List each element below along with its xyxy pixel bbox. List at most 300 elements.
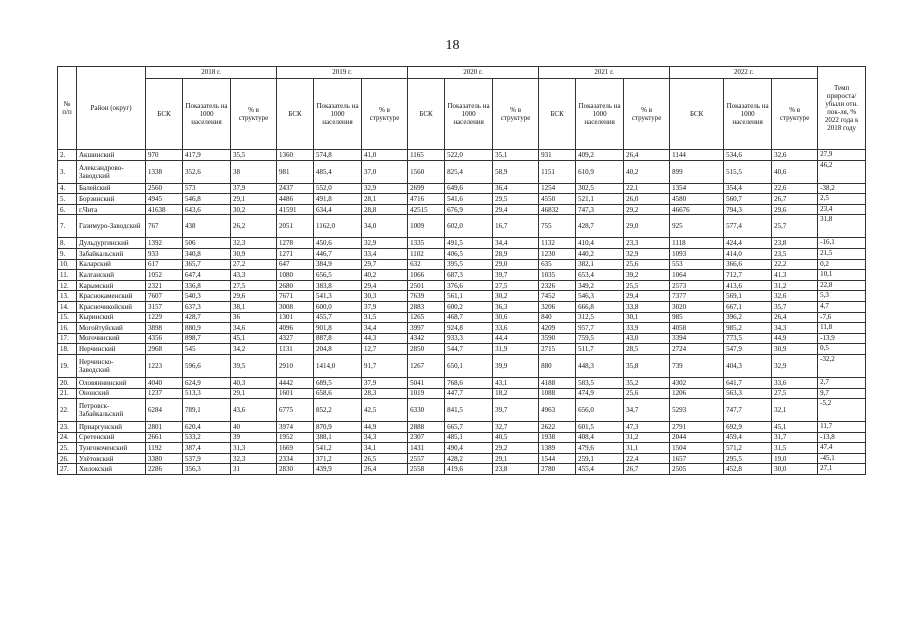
value-cell: 491,5 <box>445 238 493 249</box>
value-cell: 1102 <box>408 248 445 259</box>
value-cell: 1544 <box>539 453 576 464</box>
value-cell: 768,6 <box>445 377 493 388</box>
value-cell: 26,4 <box>772 312 818 323</box>
value-cell: 4342 <box>408 333 445 344</box>
value-cell: 2573 <box>670 280 724 291</box>
value-cell: 596,6 <box>183 354 231 377</box>
value-cell: 34,1 <box>362 443 408 454</box>
row-index: 8. <box>58 238 77 249</box>
value-cell: 340,8 <box>183 248 231 259</box>
value-cell: 26,7 <box>772 194 818 205</box>
value-cell: 2910 <box>277 354 314 377</box>
district-name: Балейский <box>77 183 146 194</box>
value-cell: 1504 <box>670 443 724 454</box>
district-name: Каларский <box>77 259 146 270</box>
value-cell: 295,5 <box>724 453 772 464</box>
table-row <box>58 453 866 464</box>
row-index: 26. <box>58 453 77 464</box>
value-cell: 2501 <box>408 280 445 291</box>
value-cell: 34,7 <box>624 399 670 422</box>
row-index: 5. <box>58 194 77 205</box>
value-cell: 356,3 <box>183 464 231 475</box>
value-cell: 406,5 <box>445 248 493 259</box>
value-cell: 371,2 <box>314 453 362 464</box>
value-cell: 1118 <box>670 238 724 249</box>
value-cell: 29,7 <box>362 259 408 270</box>
page-number: 18 <box>445 38 460 53</box>
value-cell: 23,3 <box>624 238 670 249</box>
value-cell: 2051 <box>277 215 314 238</box>
row-index: 16. <box>58 323 77 334</box>
value-cell: 667,1 <box>724 301 772 312</box>
value-cell: 3206 <box>539 301 576 312</box>
value-cell: 1360 <box>277 150 314 161</box>
district-name: Калганский <box>77 270 146 281</box>
value-cell: 395,5 <box>445 259 493 270</box>
value-cell: 933 <box>146 248 183 259</box>
growth-cell: 4,7 <box>818 301 866 312</box>
growth-cell: 11,7 <box>818 422 866 433</box>
header-year: 2021 г. <box>539 67 670 79</box>
value-cell: 635 <box>539 259 576 270</box>
value-cell: 1009 <box>408 215 445 238</box>
value-cell: 485,1 <box>445 432 493 443</box>
value-cell: 41,3 <box>772 270 818 281</box>
value-cell: 44,3 <box>362 333 408 344</box>
growth-cell: 23,4 <box>818 204 866 215</box>
value-cell: 840 <box>539 312 576 323</box>
value-cell: 1267 <box>408 354 445 377</box>
value-cell: 30,3 <box>362 291 408 302</box>
value-cell: 490,4 <box>445 443 493 454</box>
value-cell: 546,3 <box>576 291 624 302</box>
value-cell: 970 <box>146 150 183 161</box>
value-cell: 601,5 <box>576 422 624 433</box>
value-cell: 22,1 <box>624 183 670 194</box>
table-row <box>58 194 866 205</box>
value-cell: 312,5 <box>576 312 624 323</box>
value-cell: 1132 <box>539 238 576 249</box>
growth-cell: -13,9 <box>818 333 866 344</box>
value-cell: 424,4 <box>724 238 772 249</box>
value-cell: 40 <box>231 422 277 433</box>
value-cell: 1052 <box>146 270 183 281</box>
value-cell: 540,3 <box>183 291 231 302</box>
row-index: 2. <box>58 150 77 161</box>
district-name: Борзинский <box>77 194 146 205</box>
table-row <box>58 333 866 344</box>
value-cell: 382,1 <box>576 259 624 270</box>
table-row <box>58 443 866 454</box>
value-cell: 4327 <box>277 333 314 344</box>
value-cell: 534,6 <box>724 150 772 161</box>
header-bsk: БСК <box>146 79 183 150</box>
value-cell: 455,7 <box>314 312 362 323</box>
row-index: 13. <box>58 291 77 302</box>
value-cell: 47,3 <box>624 422 670 433</box>
value-cell: 387,4 <box>183 443 231 454</box>
value-cell: 4442 <box>277 377 314 388</box>
table-row <box>58 238 866 249</box>
value-cell: 29,1 <box>231 388 277 399</box>
value-cell: 2044 <box>670 432 724 443</box>
value-cell: 450,6 <box>314 238 362 249</box>
value-cell: 409,2 <box>576 150 624 161</box>
value-cell: 26,4 <box>362 464 408 475</box>
value-cell: 32,7 <box>493 422 539 433</box>
growth-cell: 31,8 <box>818 215 866 238</box>
growth-cell: 2,7 <box>818 377 866 388</box>
value-cell: 649,6 <box>445 183 493 194</box>
value-cell: 30,2 <box>493 291 539 302</box>
table-row <box>58 215 866 238</box>
value-cell: 29,4 <box>362 280 408 291</box>
value-cell: 34,3 <box>362 432 408 443</box>
header-bsk: БСК <box>277 79 314 150</box>
value-cell: 546,8 <box>183 194 231 205</box>
row-index: 7. <box>58 215 77 238</box>
value-cell: 6775 <box>277 399 314 422</box>
table-row <box>58 259 866 270</box>
value-cell: 767 <box>146 215 183 238</box>
value-cell: 39 <box>231 432 277 443</box>
header-year: 2018 г. <box>146 67 277 79</box>
value-cell: 366,6 <box>724 259 772 270</box>
value-cell: 692,9 <box>724 422 772 433</box>
row-index: 24. <box>58 432 77 443</box>
value-cell: 1254 <box>539 183 576 194</box>
table-row <box>58 183 866 194</box>
value-cell: 37,9 <box>231 183 277 194</box>
district-name: Краснокаменский <box>77 291 146 302</box>
value-cell: 7671 <box>277 291 314 302</box>
value-cell: 388,1 <box>314 432 362 443</box>
value-cell: 533,2 <box>183 432 231 443</box>
value-cell: 39,7 <box>493 270 539 281</box>
value-cell: 2680 <box>277 280 314 291</box>
value-cell: 755 <box>539 215 576 238</box>
value-cell: 22,2 <box>772 259 818 270</box>
value-cell: 455,4 <box>576 464 624 475</box>
row-index: 11. <box>58 270 77 281</box>
value-cell: 2557 <box>408 453 445 464</box>
value-cell: 38 <box>231 160 277 183</box>
value-cell: 30,9 <box>231 248 277 259</box>
value-cell: 2622 <box>539 422 576 433</box>
table-row <box>58 422 866 433</box>
value-cell: 474,9 <box>576 388 624 399</box>
value-cell: 1237 <box>146 388 183 399</box>
row-index: 23. <box>58 422 77 433</box>
value-cell: 32,9 <box>624 248 670 259</box>
value-cell: 33,6 <box>493 323 539 334</box>
value-cell: 33,4 <box>362 248 408 259</box>
district-name: Ононский <box>77 388 146 399</box>
value-cell: 1669 <box>277 443 314 454</box>
value-cell: 1165 <box>408 150 445 161</box>
value-cell: 3898 <box>146 323 183 334</box>
value-cell: 31,3 <box>231 443 277 454</box>
value-cell: 2307 <box>408 432 445 443</box>
header-rate: Показатель на 1000 населения <box>314 79 362 150</box>
value-cell: 3974 <box>277 422 314 433</box>
value-cell: 459,4 <box>724 432 772 443</box>
growth-cell: -45,1 <box>818 453 866 464</box>
value-cell: 632 <box>408 259 445 270</box>
row-index: 4. <box>58 183 77 194</box>
value-cell: 46676 <box>670 204 724 215</box>
value-cell: 658,6 <box>314 388 362 399</box>
value-cell: 45,1 <box>231 333 277 344</box>
growth-cell: -5,2 <box>818 399 866 422</box>
value-cell: 610,9 <box>576 160 624 183</box>
value-cell: 1338 <box>146 160 183 183</box>
table-row <box>58 204 866 215</box>
table-body <box>58 150 866 475</box>
value-cell: 1389 <box>539 443 576 454</box>
district-name: Оловяннинский <box>77 377 146 388</box>
value-cell: 676,9 <box>445 204 493 215</box>
table-row <box>58 399 866 422</box>
value-cell: 468,7 <box>445 312 493 323</box>
value-cell: 513,3 <box>183 388 231 399</box>
value-cell: 577,4 <box>724 215 772 238</box>
value-cell: 689,5 <box>314 377 362 388</box>
value-cell: 38,1 <box>231 301 277 312</box>
district-name: г.Чита <box>77 204 146 215</box>
value-cell: 25,7 <box>772 215 818 238</box>
row-index: 9. <box>58 248 77 259</box>
district-name: Могойтуйский <box>77 323 146 334</box>
value-cell: 931 <box>539 150 576 161</box>
value-cell: 31,5 <box>362 312 408 323</box>
value-cell: 643,6 <box>183 204 231 215</box>
value-cell: 901,8 <box>314 323 362 334</box>
value-cell: 600,0 <box>314 301 362 312</box>
value-cell: 419,6 <box>445 464 493 475</box>
value-cell: 656,5 <box>314 270 362 281</box>
value-cell: 4188 <box>539 377 576 388</box>
value-cell: 30,2 <box>231 204 277 215</box>
value-cell: 26,5 <box>362 453 408 464</box>
value-cell: 349,2 <box>576 280 624 291</box>
value-cell: 43,6 <box>231 399 277 422</box>
value-cell: 26,0 <box>624 194 670 205</box>
value-cell: 2286 <box>146 464 183 475</box>
value-cell: 571,2 <box>724 443 772 454</box>
value-cell: 44,9 <box>362 422 408 433</box>
district-name: Газимуро-Заводский <box>77 215 146 238</box>
value-cell: 563,3 <box>724 388 772 399</box>
value-cell: 29,1 <box>493 453 539 464</box>
value-cell: 37,9 <box>362 377 408 388</box>
value-cell: 36,4 <box>493 183 539 194</box>
value-cell: 537,9 <box>183 453 231 464</box>
header-year: 2020 г. <box>408 67 539 79</box>
value-cell: 656,0 <box>576 399 624 422</box>
value-cell: 44,4 <box>493 333 539 344</box>
value-cell: 32,6 <box>772 150 818 161</box>
value-cell: 32,9 <box>362 238 408 249</box>
value-cell: 1088 <box>539 388 576 399</box>
value-cell: 7377 <box>670 291 724 302</box>
value-cell: 747,3 <box>576 204 624 215</box>
value-cell: 3157 <box>146 301 183 312</box>
value-cell: 26,4 <box>624 150 670 161</box>
value-cell: 479,6 <box>576 443 624 454</box>
table-row <box>58 291 866 302</box>
growth-cell: -32,2 <box>818 354 866 377</box>
value-cell: 687,3 <box>445 270 493 281</box>
value-cell: 29,4 <box>493 204 539 215</box>
value-cell: 2968 <box>146 344 183 355</box>
growth-cell: 46,2 <box>818 160 866 183</box>
header-index: № п/п <box>58 67 77 150</box>
value-cell: 40,2 <box>624 160 670 183</box>
value-cell: 25,6 <box>624 388 670 399</box>
value-cell: 933,3 <box>445 333 493 344</box>
header-share: % в структуре <box>231 79 277 150</box>
value-cell: 3394 <box>670 333 724 344</box>
value-cell: 887,8 <box>314 333 362 344</box>
district-name: Забайкальский <box>77 248 146 259</box>
value-cell: 2724 <box>670 344 724 355</box>
row-index: 25. <box>58 443 77 454</box>
value-cell: 600,2 <box>445 301 493 312</box>
row-index: 6. <box>58 204 77 215</box>
value-cell: 641,7 <box>724 377 772 388</box>
value-cell: 452,8 <box>724 464 772 475</box>
header-rate: Показатель на 1000 населения <box>724 79 772 150</box>
district-name: Сретенский <box>77 432 146 443</box>
value-cell: 91,7 <box>362 354 408 377</box>
value-cell: 561,1 <box>445 291 493 302</box>
value-cell: 6284 <box>146 399 183 422</box>
value-cell: 545 <box>183 344 231 355</box>
value-cell: 2850 <box>408 344 445 355</box>
header-share: % в структуре <box>362 79 408 150</box>
value-cell: 46832 <box>539 204 576 215</box>
value-cell: 27,5 <box>772 388 818 399</box>
value-cell: 4550 <box>539 194 576 205</box>
row-index: 22. <box>58 399 77 422</box>
growth-cell: 10,1 <box>818 270 866 281</box>
value-cell: 2505 <box>670 464 724 475</box>
value-cell: 29,2 <box>624 204 670 215</box>
value-cell: 925 <box>670 215 724 238</box>
value-cell: 23,5 <box>772 248 818 259</box>
value-cell: 1431 <box>408 443 445 454</box>
growth-cell: 27,1 <box>818 464 866 475</box>
value-cell: 30,1 <box>624 312 670 323</box>
value-cell: 4580 <box>670 194 724 205</box>
value-cell: 1019 <box>408 388 445 399</box>
value-cell: 880,9 <box>183 323 231 334</box>
value-cell: 794,3 <box>724 204 772 215</box>
value-cell: 5041 <box>408 377 445 388</box>
growth-cell: 5,3 <box>818 291 866 302</box>
value-cell: 34,4 <box>362 323 408 334</box>
value-cell: 2883 <box>408 301 445 312</box>
value-cell: 34,2 <box>231 344 277 355</box>
value-cell: 26,7 <box>624 464 670 475</box>
value-cell: 384,9 <box>314 259 362 270</box>
header-bsk: БСК <box>539 79 576 150</box>
value-cell: 2780 <box>539 464 576 475</box>
value-cell: 29,1 <box>231 194 277 205</box>
value-cell: 491,8 <box>314 194 362 205</box>
growth-cell: 21,5 <box>818 248 866 259</box>
header-bsk: БСК <box>408 79 445 150</box>
header-share: % в структуре <box>493 79 539 150</box>
value-cell: 19,0 <box>772 453 818 464</box>
value-cell: 1035 <box>539 270 576 281</box>
district-name: Петровск-Забайкальский <box>77 399 146 422</box>
value-cell: 5293 <box>670 399 724 422</box>
value-cell: 2715 <box>539 344 576 355</box>
value-cell: 1064 <box>670 270 724 281</box>
value-cell: 1271 <box>277 248 314 259</box>
value-cell: 2830 <box>277 464 314 475</box>
value-cell: 1335 <box>408 238 445 249</box>
value-cell: 759,5 <box>576 333 624 344</box>
value-cell: 30,9 <box>772 344 818 355</box>
value-cell: 3008 <box>277 301 314 312</box>
row-index: 18. <box>58 344 77 355</box>
value-cell: 43,3 <box>231 270 277 281</box>
value-cell: 44,9 <box>772 333 818 344</box>
value-cell: 1657 <box>670 453 724 464</box>
value-cell: 35,7 <box>772 301 818 312</box>
row-index: 12. <box>58 280 77 291</box>
value-cell: 4058 <box>670 323 724 334</box>
value-cell: 1265 <box>408 312 445 323</box>
value-cell: 438 <box>183 215 231 238</box>
value-cell: 4963 <box>539 399 576 422</box>
value-cell: 27,5 <box>231 280 277 291</box>
value-cell: 446,7 <box>314 248 362 259</box>
value-cell: 29,4 <box>624 291 670 302</box>
header-share: % в структуре <box>772 79 818 150</box>
value-cell: 28,5 <box>624 344 670 355</box>
value-cell: 2321 <box>146 280 183 291</box>
value-cell: 665,7 <box>445 422 493 433</box>
value-cell: 747,7 <box>724 399 772 422</box>
table-row <box>58 312 866 323</box>
value-cell: 408,4 <box>576 432 624 443</box>
value-cell: 2558 <box>408 464 445 475</box>
value-cell: 29,6 <box>231 291 277 302</box>
growth-cell: -38,2 <box>818 183 866 194</box>
value-cell: 1938 <box>539 432 576 443</box>
value-cell: 773,5 <box>724 333 772 344</box>
value-cell: 336,8 <box>183 280 231 291</box>
header-growth: Темп прироста/ убыли отн. пок-ля, % 2022 года к 2018 году <box>818 67 866 150</box>
growth-cell: -16,1 <box>818 238 866 249</box>
value-cell: 404,3 <box>724 354 772 377</box>
value-cell: 30,0 <box>772 464 818 475</box>
value-cell: 28,3 <box>362 388 408 399</box>
value-cell: 440,2 <box>576 248 624 259</box>
value-cell: 302,5 <box>576 183 624 194</box>
value-cell: 3020 <box>670 301 724 312</box>
value-cell: 666,8 <box>576 301 624 312</box>
value-cell: 31,1 <box>624 443 670 454</box>
table-row <box>58 354 866 377</box>
value-cell: 37,9 <box>362 301 408 312</box>
statistics-table <box>57 66 866 475</box>
row-index: 20. <box>58 377 77 388</box>
